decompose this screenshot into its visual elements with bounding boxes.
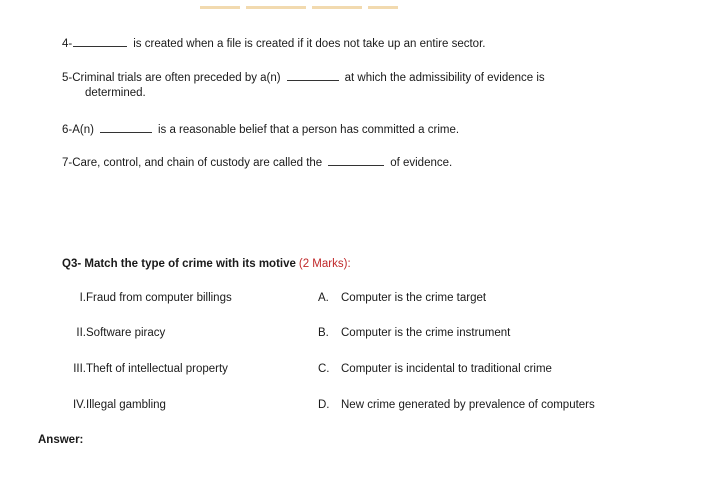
list-marker: I.	[79, 292, 86, 304]
question-text-after: is created when a file is created if it does not take up an entire sector.	[133, 38, 486, 50]
crime-type-item-4	[62, 399, 166, 411]
question-4	[62, 36, 485, 50]
question-text-before: Care, control, and chain of custody are called the	[72, 157, 323, 169]
question-5-continuation: determined.	[85, 87, 146, 99]
motive-item-b	[318, 327, 510, 339]
question-text-after: is a reasonable belief that a person has committed a crime.	[157, 124, 460, 136]
question-number: 7-	[62, 157, 73, 169]
cut-off-header	[200, 0, 460, 3]
motive-item-d	[318, 399, 595, 411]
question-number: 5-	[62, 72, 73, 84]
question-number: 6-	[62, 124, 73, 136]
list-marker: A.	[318, 292, 329, 304]
list-item-text: Computer is the crime target	[341, 292, 487, 304]
list-marker: III.	[73, 363, 86, 375]
answer-blank[interactable]	[73, 36, 127, 47]
list-item-text: Computer is the crime instrument	[341, 327, 511, 339]
answer-blank[interactable]	[100, 122, 152, 133]
list-marker: C.	[318, 363, 330, 375]
list-marker: II.	[76, 327, 86, 339]
list-item-text: Software piracy	[86, 327, 166, 339]
list-item-text: Computer is incidental to traditional crime	[341, 363, 552, 375]
list-item-text: Theft of intellectual property	[86, 363, 228, 375]
question-text-before: A(n)	[72, 124, 94, 136]
motive-item-a	[318, 292, 486, 304]
question-number: 4-	[62, 38, 73, 50]
question-7	[62, 155, 452, 169]
list-item-text: New crime generated by prevalence of computers	[341, 399, 595, 411]
question-text-before: Criminal trials are often preceded by a(n)	[72, 72, 281, 84]
q3-heading	[62, 258, 351, 270]
list-marker: D.	[318, 399, 330, 411]
crime-type-item-2	[62, 327, 165, 339]
list-marker: IV.	[72, 399, 86, 411]
q3-title: Match the type of crime with its motive	[84, 258, 296, 270]
answer-blank[interactable]	[287, 70, 339, 81]
list-item-text: Illegal gambling	[86, 399, 166, 411]
q3-marks: (2 Marks):	[298, 258, 351, 270]
q3-label: Q3-	[62, 258, 82, 270]
motive-item-c	[318, 363, 552, 375]
question-text-after: at which the admissibility of evidence is	[344, 72, 545, 84]
list-marker: B.	[318, 327, 329, 339]
crime-type-item-1	[62, 292, 232, 304]
question-5	[62, 70, 545, 84]
answer-blank[interactable]	[328, 155, 384, 166]
question-text-after: of evidence.	[390, 157, 453, 169]
answer-label: Answer:	[38, 434, 84, 446]
question-6	[62, 122, 459, 136]
list-item-text: Fraud from computer billings	[86, 292, 232, 304]
crime-type-item-3	[62, 363, 228, 375]
